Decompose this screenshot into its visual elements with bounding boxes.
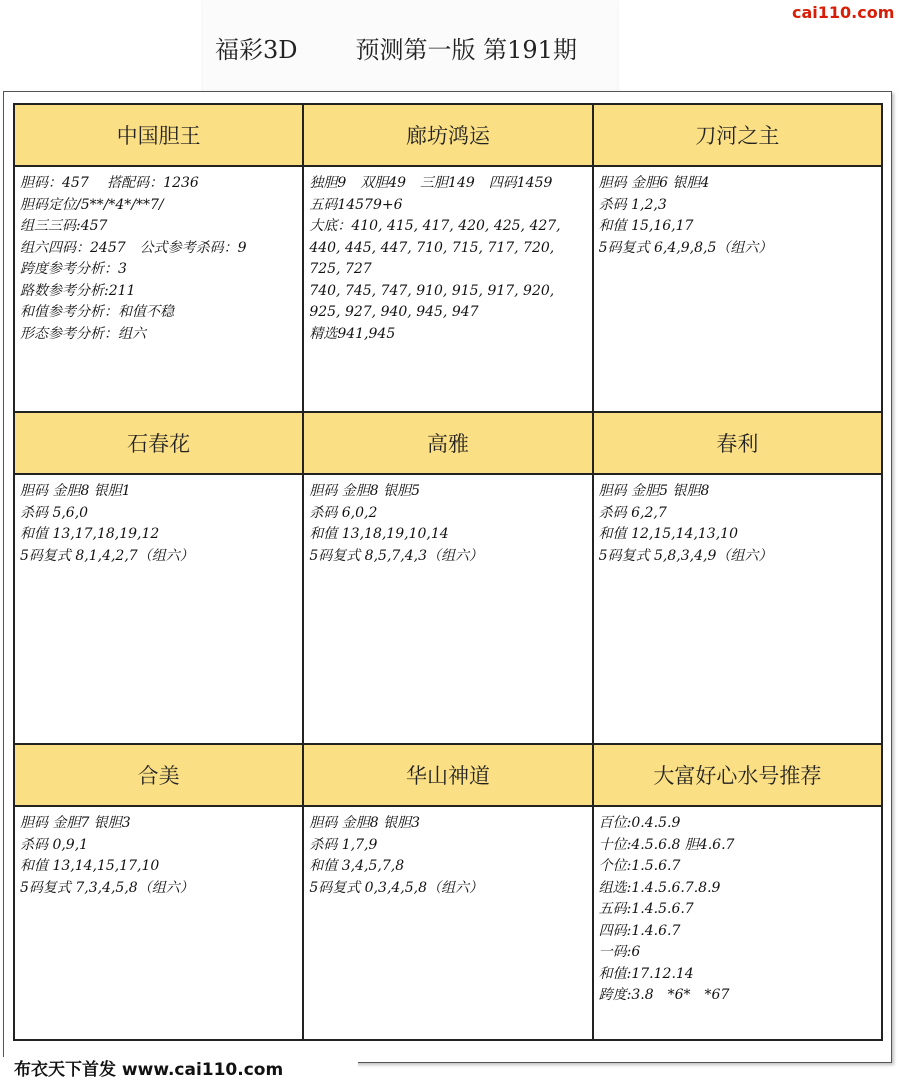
prediction-lines <box>15 475 302 567</box>
prediction-line: 组三三码:457 <box>20 218 108 234</box>
prediction-line: 大底：410, 415, 417, 420, 425, 427, <box>309 218 561 234</box>
prediction-line: 四码:1.4.6.7 <box>598 922 681 939</box>
expert-name-cell: 石春花 <box>14 412 303 474</box>
prediction-line: 725, 727 <box>309 261 372 277</box>
prediction-line: 胆码 金胆8 银胆3 <box>309 815 421 831</box>
expert-name-cell: 华山神道 <box>303 744 592 806</box>
prediction-line: 五码:1.4.5.6.7 <box>598 901 694 917</box>
expert-prediction-cell <box>14 166 303 412</box>
prediction-lines <box>15 807 302 899</box>
prediction-line: 和值 15,16,17 <box>598 218 694 234</box>
prediction-line: 胆码 金胆8 银胆1 <box>20 483 131 499</box>
expert-prediction-cell <box>303 166 592 412</box>
prediction-lines <box>304 475 591 567</box>
prediction-line: 杀码 6,2,7 <box>598 504 667 521</box>
prediction-line: 组选:1.4.5.6.7.8.9 <box>598 879 721 896</box>
prediction-line: 740, 745, 747, 910, 915, 917, 920, <box>309 282 555 299</box>
prediction-line: 十位:4.5.6.8 胆4.6.7 <box>598 836 735 853</box>
prediction-line: 组六四码：2457 公式参考杀码：9 <box>20 239 247 256</box>
expert-name-cell: 刀河之主 <box>593 104 882 166</box>
prediction-line: 5码复式 5,8,3,4,9（组六） <box>598 547 773 564</box>
prediction-line: 和值 13,18,19,10,14 <box>309 526 449 542</box>
prediction-line: 一码:6 <box>598 944 641 960</box>
prediction-line: 胆码 金胆6 银胆4 <box>598 175 710 191</box>
prediction-line: 5码复式 6,4,9,8,5（组六） <box>598 239 773 256</box>
expert-name-cell: 大富好心水号推荐 <box>593 744 882 806</box>
prediction-line: 和值 13,17,18,19,12 <box>20 526 160 542</box>
prediction-line: 和值:17.12.14 <box>598 965 694 982</box>
lottery-name: 福彩3D <box>215 36 298 64</box>
prediction-line: 百位:0.4.5.9 <box>598 815 681 831</box>
prediction-line: 五码14579+6 <box>309 196 403 213</box>
expert-name-cell: 春利 <box>593 412 882 474</box>
prediction-line: 5码复式 7,3,4,5,8（组六） <box>20 879 194 896</box>
prediction-lines <box>304 807 591 899</box>
prediction-line: 路数参考分析:211 <box>20 282 136 299</box>
prediction-line: 胆码 金胆7 银胆3 <box>20 815 131 831</box>
prediction-line: 5码复式 8,5,7,4,3（组六） <box>309 547 484 564</box>
expert-name-cell: 廊坊鸿运 <box>303 104 592 166</box>
prediction-lines <box>594 807 881 1007</box>
prediction-lines <box>15 167 302 345</box>
expert-prediction-cell <box>14 474 303 744</box>
prediction-line: 跨度参考分析：3 <box>20 261 127 277</box>
prediction-line: 440, 445, 447, 710, 715, 717, 720, <box>309 239 555 256</box>
prediction-line: 和值 13,14,15,17,10 <box>20 858 160 874</box>
prediction-line: 杀码 5,6,0 <box>20 504 89 521</box>
prediction-line: 和值参考分析：和值不稳 <box>20 304 174 320</box>
prediction-line: 跨度:3.8 *6* *67 <box>598 987 730 1003</box>
prediction-line: 和值 3,4,5,7,8 <box>309 858 405 874</box>
expert-prediction-cell <box>14 806 303 1040</box>
expert-prediction-cell <box>593 474 882 744</box>
footer-watermark: 布衣天下首发 www.cai110.com <box>0 1057 358 1083</box>
page-title <box>215 30 577 65</box>
prediction-line: 5码复式 0,3,4,5,8（组六） <box>309 879 484 896</box>
expert-prediction-cell <box>303 806 592 1040</box>
prediction-line: 独胆9 双胆49 三胆149 四码1459 <box>309 175 553 191</box>
site-logo: cai110.com <box>786 0 900 26</box>
prediction-line: 5码复式 8,1,4,2,7（组六） <box>20 547 194 564</box>
prediction-line: 和值 12,15,14,13,10 <box>598 526 738 542</box>
expert-name-cell: 中国胆王 <box>14 104 303 166</box>
prediction-line: 杀码 0,9,1 <box>20 836 89 853</box>
prediction-lines <box>594 475 881 567</box>
expert-prediction-cell <box>303 474 592 744</box>
prediction-lines <box>594 167 881 259</box>
expert-name-cell: 合美 <box>14 744 303 806</box>
expert-prediction-cell <box>593 166 882 412</box>
prediction-table <box>13 103 883 1041</box>
prediction-line: 杀码 1,7,9 <box>309 836 378 853</box>
expert-prediction-cell <box>593 806 882 1040</box>
prediction-line: 精选941,945 <box>309 325 396 342</box>
prediction-line: 杀码 6,0,2 <box>309 504 378 521</box>
prediction-line: 胆码 金胆5 银胆8 <box>598 483 710 499</box>
page-header <box>203 0 617 95</box>
prediction-line: 925, 927, 940, 945, 947 <box>309 304 479 320</box>
prediction-line: 形态参考分析：组六 <box>20 325 146 342</box>
prediction-lines <box>304 167 591 345</box>
prediction-line: 胆码 金胆8 银胆5 <box>309 483 421 499</box>
prediction-line: 个位:1.5.6.7 <box>598 858 681 874</box>
prediction-line: 胆码：457 搭配码：1236 <box>20 175 199 191</box>
prediction-line: 杀码 1,2,3 <box>598 196 667 213</box>
prediction-line: 胆码定位/5**/*4*/**7/ <box>20 196 164 213</box>
issue-title: 预测第一版 第191期 <box>355 36 577 64</box>
expert-name-cell: 高雅 <box>303 412 592 474</box>
